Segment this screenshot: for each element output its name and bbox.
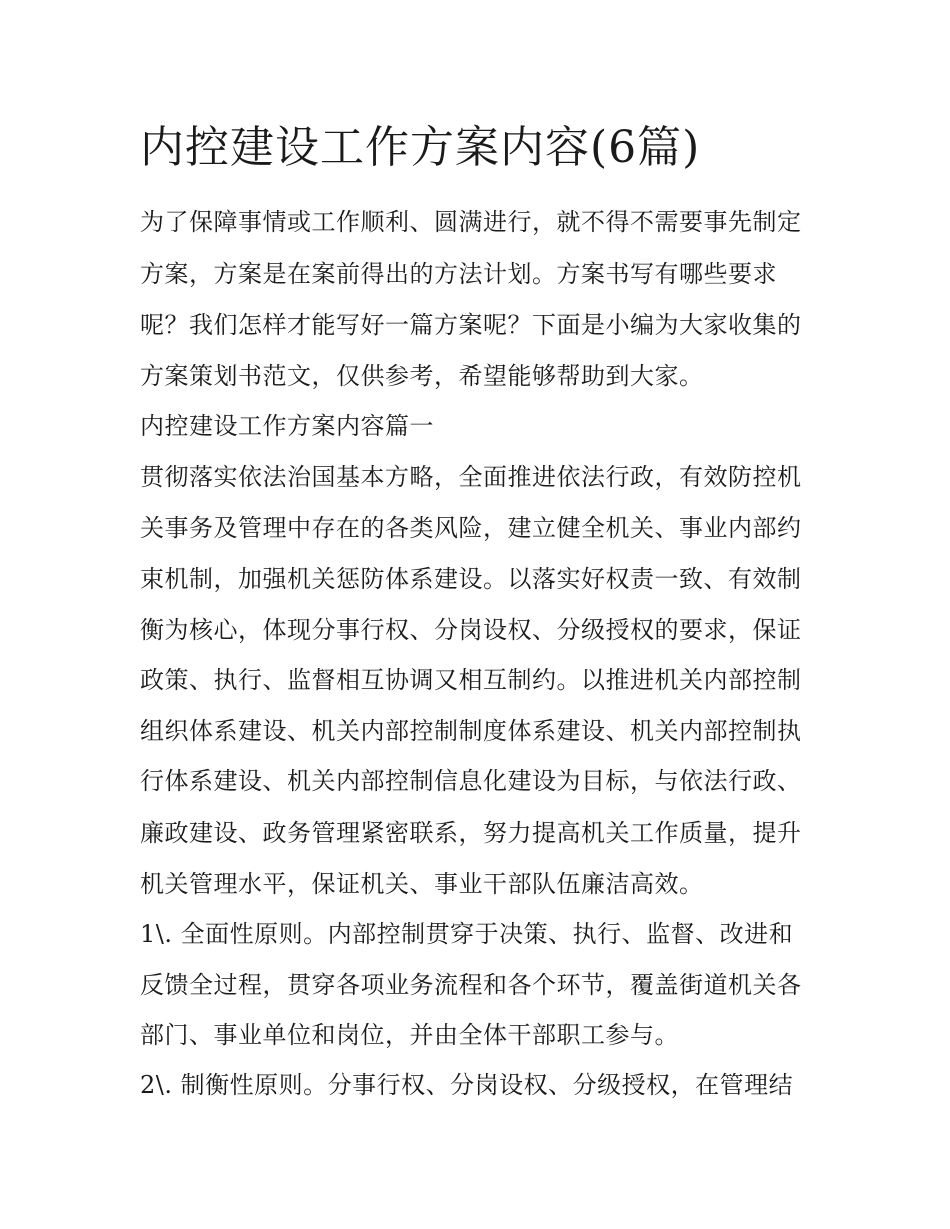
document-title: 内控建设工作方案内容(6篇) xyxy=(140,122,701,173)
section-heading: 内控建设工作方案内容篇一 xyxy=(140,412,434,440)
paragraph-line: 衡为核心，体现分事行权、分岗设权、分级授权的要求，保证 xyxy=(140,616,802,644)
list-item-line: 1\. 全面性原则。内部控制贯穿于决策、执行、监督、改进和 xyxy=(140,920,794,948)
list-item-line: 部门、事业单位和岗位，并由全体干部职工参与。 xyxy=(140,1021,679,1049)
list-item-line: 反馈全过程，贯穿各项业务流程和各个环节，覆盖街道机关各 xyxy=(140,971,802,999)
paragraph-line: 方案，方案是在案前得出的方法计划。方案书写有哪些要求 xyxy=(140,260,777,288)
paragraph-line: 呢？我们怎样才能写好一篇方案呢？下面是小编为大家收集的 xyxy=(140,311,802,339)
paragraph-line: 行体系建设、机关内部控制信息化建设为目标，与依法行政、 xyxy=(140,767,802,795)
list-item-line: 2\. 制衡性原则。分事行权、分岗设权、分级授权，在管理结 xyxy=(140,1071,794,1099)
paragraph-line: 机关管理水平，保证机关、事业干部队伍廉洁高效。 xyxy=(140,870,704,898)
paragraph-line: 方案策划书范文，仅供参考，希望能够帮助到大家。 xyxy=(140,362,704,390)
paragraph-line: 廉政建设、政务管理紧密联系，努力提高机关工作质量，提升 xyxy=(140,819,802,847)
paragraph-line: 束机制，加强机关惩防体系建设。以落实好权责一致、有效制 xyxy=(140,565,802,593)
paragraph-line: 组织体系建设、机关内部控制制度体系建设、机关内部控制执 xyxy=(140,717,802,745)
paragraph-line: 政策、执行、监督相互协调又相互制约。以推进机关内部控制 xyxy=(140,666,802,694)
paragraph-line: 关事务及管理中存在的各类风险，建立健全机关、事业内部约 xyxy=(140,514,802,542)
paragraph-line: 为了保障事情或工作顺利、圆满进行，就不得不需要事先制定 xyxy=(140,208,802,236)
paragraph-line: 贯彻落实依法治国基本方略，全面推进依法行政，有效防控机 xyxy=(140,463,802,491)
